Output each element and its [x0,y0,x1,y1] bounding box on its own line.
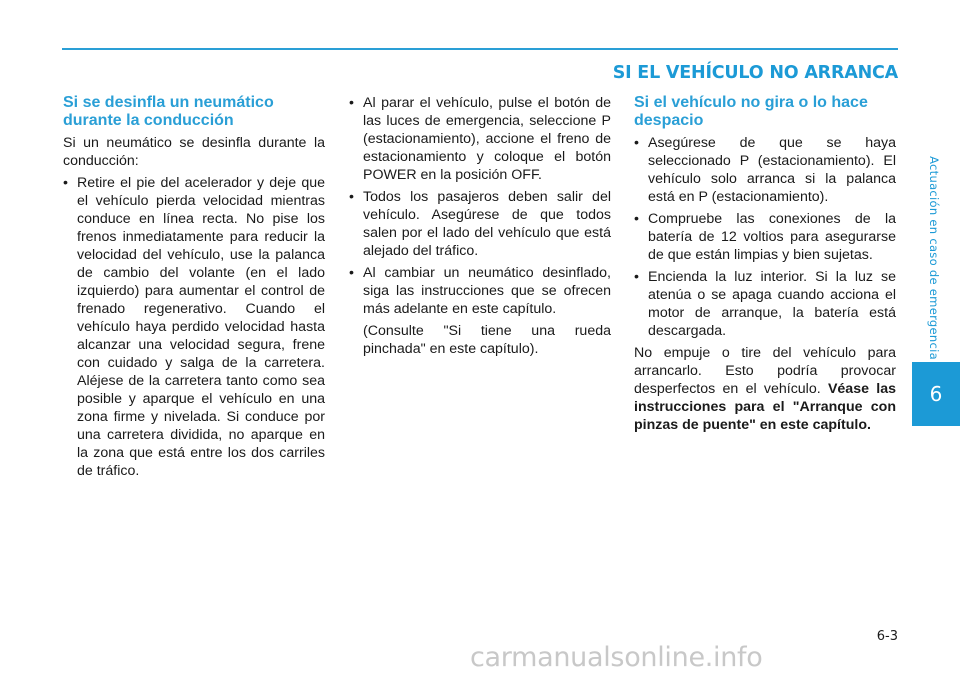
heading-flat-tire: Si se desinfla un neumático durante la conducción [63,94,274,129]
jump-start-reference: Véase las instrucciones para el "Arranque con pinzas de puente" en este capítulo. [634,381,896,433]
section-title: SI EL VEHÍCULO NO ARRANCA [612,63,898,83]
header-rule [62,48,898,50]
chapter-number: 6 [929,382,943,406]
no-start-list [634,134,896,340]
column-flat-tire-continued [349,94,611,362]
chapter-label: Actuación en caso de emergencia [927,156,941,360]
chapter-tab[interactable] [912,362,960,426]
closing-paragraph [634,344,896,434]
list-item: • Todos los pasajeros deben salir del vehículo. Asegúrese de que todos salen por el lado del vehículo que está alejado del tráfico. [349,188,611,260]
list-item: • Al parar el vehículo, pulse el botón de las luces de emergencia, seleccione P (estacionamiento), accione el freno de estacionamiento y coloque el botón POWER en la posición OFF. [349,94,611,184]
list-item: • Encienda la luz interior. Si la luz se atenúa o se apaga cuando acciona el motor de arranque, la batería está descargada. [634,268,896,340]
column-no-start [634,94,896,434]
flat-tire-list [63,174,325,480]
closing-text: No empuje o tire del vehículo para arrancarlo. Esto podría provocar desperfectos en el vehículo. [634,345,896,397]
intro-text: Si un neumático se desinfla durante la conducción: [63,135,325,169]
watermark: carmanualsonline.info [470,642,763,673]
list-item: • Asegúrese de que se haya seleccionado P (estacionamiento). El vehículo solo arranca si la palanca está en P (estacionamiento). [634,134,896,206]
list-item: • Retire el pie del acelerador y deje que el vehículo pierda velocidad mientras conduce en línea recta. No pise los frenos inmediatamente para reducir la velocidad del vehículo, use la palanca de cambio del volante (en el lado izquierdo) para aumentar el control de frenado regenerativo. Cuando el vehículo haya perdido velocidad hasta alcanzar una velocidad segura, frene con cuidado y salga de la carretera. Aléjese de la carretera tanto como sea posible y aparque el vehículo en una zona firme y nivelada. Si conduce por una carretera dividida, no aparque en la zona que está entre los dos carriles de tráfico. [63,174,325,480]
list-item: • Al cambiar un neumático desinflado, siga las instrucciones que se ofrecen más adelante en este capítulo. [349,264,611,318]
page-number: 6-3 [876,629,898,644]
list-item: • Compruebe las conexiones de la batería de 12 voltios para asegurarse de que están limpias y bien sujetas. [634,210,896,264]
reference-note: (Consulte "Si tiene una rueda pinchada" en este capítulo). [363,323,611,357]
flat-tire-steps-list [349,94,611,318]
heading-no-start: Si el vehículo no gira o lo hace despacio [634,94,868,129]
column-flat-tire [63,94,325,484]
